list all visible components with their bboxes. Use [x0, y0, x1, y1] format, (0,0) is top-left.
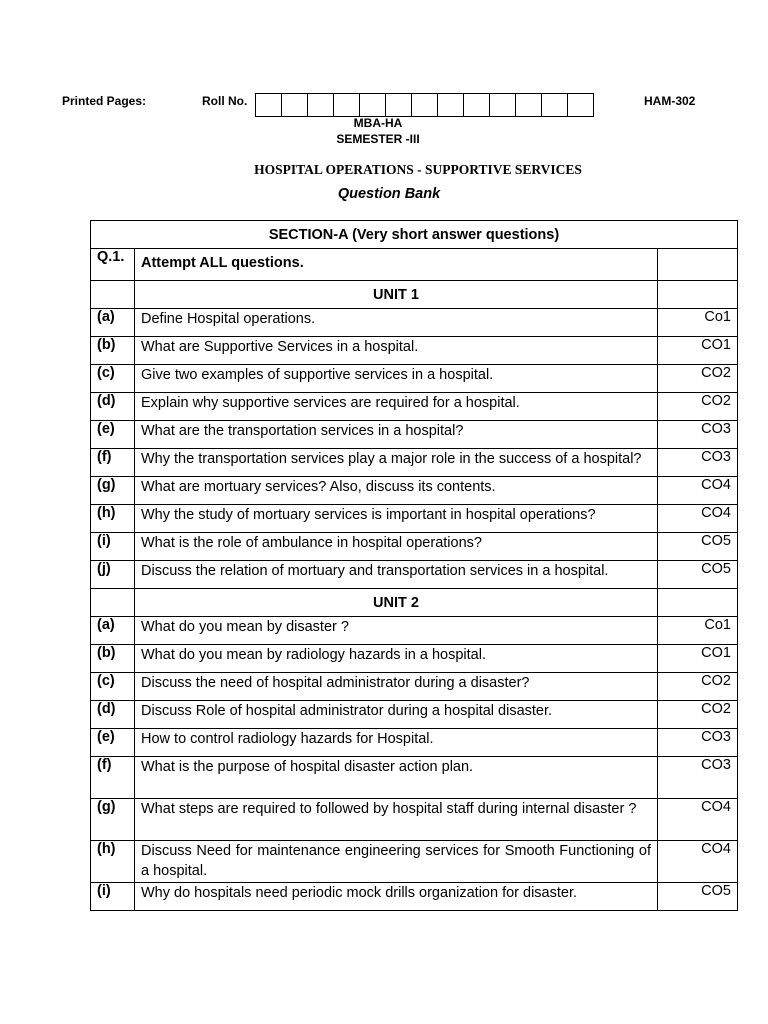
- question-text: What are mortuary services? Also, discuss its contents.: [135, 477, 658, 505]
- question-row: [91, 365, 738, 393]
- question-text: Explain why supportive services are required for a hospital.: [135, 393, 658, 421]
- section-header-row: [91, 221, 738, 249]
- question-text: Define Hospital operations.: [135, 309, 658, 337]
- roll-digit-box[interactable]: [360, 93, 386, 117]
- question-label: (i): [91, 883, 135, 911]
- course-outcome: CO2: [658, 365, 738, 393]
- unit-header-blank: [91, 281, 135, 309]
- course-outcome: CO3: [658, 757, 738, 799]
- question-label: (b): [91, 337, 135, 365]
- question-label: (h): [91, 505, 135, 533]
- unit-header-row: [91, 589, 738, 617]
- subject-title: HOSPITAL OPERATIONS - SUPPORTIVE SERVICES: [254, 162, 582, 177]
- course-outcome: CO4: [658, 799, 738, 841]
- paper-code: HAM-302: [644, 94, 696, 108]
- question-label: (d): [91, 701, 135, 729]
- question-text: Why the transportation services play a major role in the success of a hospital?: [135, 449, 658, 477]
- course-outcome: Co1: [658, 617, 738, 645]
- question-text: Discuss Role of hospital administrator during a hospital disaster.: [135, 701, 658, 729]
- question-row: [91, 477, 738, 505]
- question-label: (g): [91, 799, 135, 841]
- course-outcome: CO2: [658, 701, 738, 729]
- question-row: [91, 393, 738, 421]
- question-row: [91, 757, 738, 799]
- question-text: What are Supportive Services in a hospital.: [135, 337, 658, 365]
- course-outcome: CO2: [658, 393, 738, 421]
- question-row: [91, 309, 738, 337]
- instruction-text: Attempt ALL questions.: [135, 249, 658, 281]
- question-row: [91, 617, 738, 645]
- question-row: [91, 883, 738, 911]
- roll-digit-box[interactable]: [464, 93, 490, 117]
- question-label: (f): [91, 449, 135, 477]
- program-name: MBA-HA: [353, 116, 403, 130]
- unit-header-blank: [91, 589, 135, 617]
- question-text: Give two examples of supportive services in a hospital.: [135, 365, 658, 393]
- course-outcome: CO5: [658, 533, 738, 561]
- question-row: [91, 337, 738, 365]
- question-text: Discuss the need of hospital administrator during a disaster?: [135, 673, 658, 701]
- roll-digit-box[interactable]: [334, 93, 360, 117]
- roll-digit-box[interactable]: [438, 93, 464, 117]
- question-text: What is the role of ambulance in hospital operations?: [135, 533, 658, 561]
- question-label: (d): [91, 393, 135, 421]
- unit-header-blank: [658, 281, 738, 309]
- co-cell-empty: [658, 249, 738, 281]
- question-row: [91, 799, 738, 841]
- question-label: (c): [91, 673, 135, 701]
- roll-digit-box[interactable]: [256, 93, 282, 117]
- roll-digit-box[interactable]: [282, 93, 308, 117]
- roll-digit-box[interactable]: [308, 93, 334, 117]
- unit-header-blank: [658, 589, 738, 617]
- roll-digit-box[interactable]: [386, 93, 412, 117]
- question-row: [91, 533, 738, 561]
- course-outcome: CO5: [658, 561, 738, 589]
- roll-number-boxes[interactable]: [255, 93, 594, 117]
- unit-title: UNIT 2: [135, 589, 658, 617]
- roll-digit-box[interactable]: [542, 93, 568, 117]
- semester-label: SEMESTER -III: [336, 132, 420, 146]
- question-text: Discuss the relation of mortuary and transportation services in a hospital.: [135, 561, 658, 589]
- question-text: What is the purpose of hospital disaster action plan.: [135, 757, 658, 799]
- question-label: (c): [91, 365, 135, 393]
- question-label: (g): [91, 477, 135, 505]
- course-outcome: CO5: [658, 883, 738, 911]
- course-outcome: CO2: [658, 673, 738, 701]
- question-number: Q.1.: [91, 249, 135, 281]
- question-text: Why do hospitals need periodic mock drills organization for disaster.: [135, 883, 658, 911]
- question-text: Why the study of mortuary services is important in hospital operations?: [135, 505, 658, 533]
- question-row: [91, 421, 738, 449]
- roll-digit-box[interactable]: [568, 93, 594, 117]
- question-row: [91, 561, 738, 589]
- question-row: [91, 505, 738, 533]
- roll-no-label: Roll No.: [202, 94, 248, 108]
- question-row: [91, 645, 738, 673]
- course-outcome: CO4: [658, 505, 738, 533]
- question-text: Discuss Need for maintenance engineering services for Smooth Functioning of a hospital.: [135, 841, 658, 883]
- question-text: What steps are required to followed by hospital staff during internal disaster ?: [135, 799, 658, 841]
- course-outcome: CO4: [658, 841, 738, 883]
- question-text: How to control radiology hazards for Hospital.: [135, 729, 658, 757]
- course-outcome: CO1: [658, 645, 738, 673]
- question-label: (e): [91, 421, 135, 449]
- question-label: (i): [91, 533, 135, 561]
- question-label: (f): [91, 757, 135, 799]
- roll-digit-box[interactable]: [490, 93, 516, 117]
- question-label: (b): [91, 645, 135, 673]
- instruction-row: [91, 249, 738, 281]
- course-outcome: Co1: [658, 309, 738, 337]
- question-row: [91, 841, 738, 883]
- printed-pages-label: Printed Pages:: [62, 94, 147, 108]
- unit-header-row: [91, 281, 738, 309]
- course-outcome: CO3: [658, 421, 738, 449]
- question-label: (h): [91, 841, 135, 883]
- document-type: Question Bank: [337, 186, 441, 202]
- roll-digit-box[interactable]: [412, 93, 438, 117]
- question-text: What do you mean by radiology hazards in a hospital.: [135, 645, 658, 673]
- question-row: [91, 449, 738, 477]
- question-label: (e): [91, 729, 135, 757]
- question-text: What do you mean by disaster ?: [135, 617, 658, 645]
- question-row: [91, 701, 738, 729]
- unit-title: UNIT 1: [135, 281, 658, 309]
- course-outcome: CO1: [658, 337, 738, 365]
- question-label: (j): [91, 561, 135, 589]
- question-row: [91, 729, 738, 757]
- question-label: (a): [91, 309, 135, 337]
- question-label: (a): [91, 617, 135, 645]
- question-text: What are the transportation services in a hospital?: [135, 421, 658, 449]
- question-row: [91, 673, 738, 701]
- course-outcome: CO4: [658, 477, 738, 505]
- question-table: [90, 220, 738, 911]
- roll-digit-box[interactable]: [516, 93, 542, 117]
- course-outcome: CO3: [658, 729, 738, 757]
- course-outcome: CO3: [658, 449, 738, 477]
- section-title: SECTION-A (Very short answer questions): [91, 221, 738, 249]
